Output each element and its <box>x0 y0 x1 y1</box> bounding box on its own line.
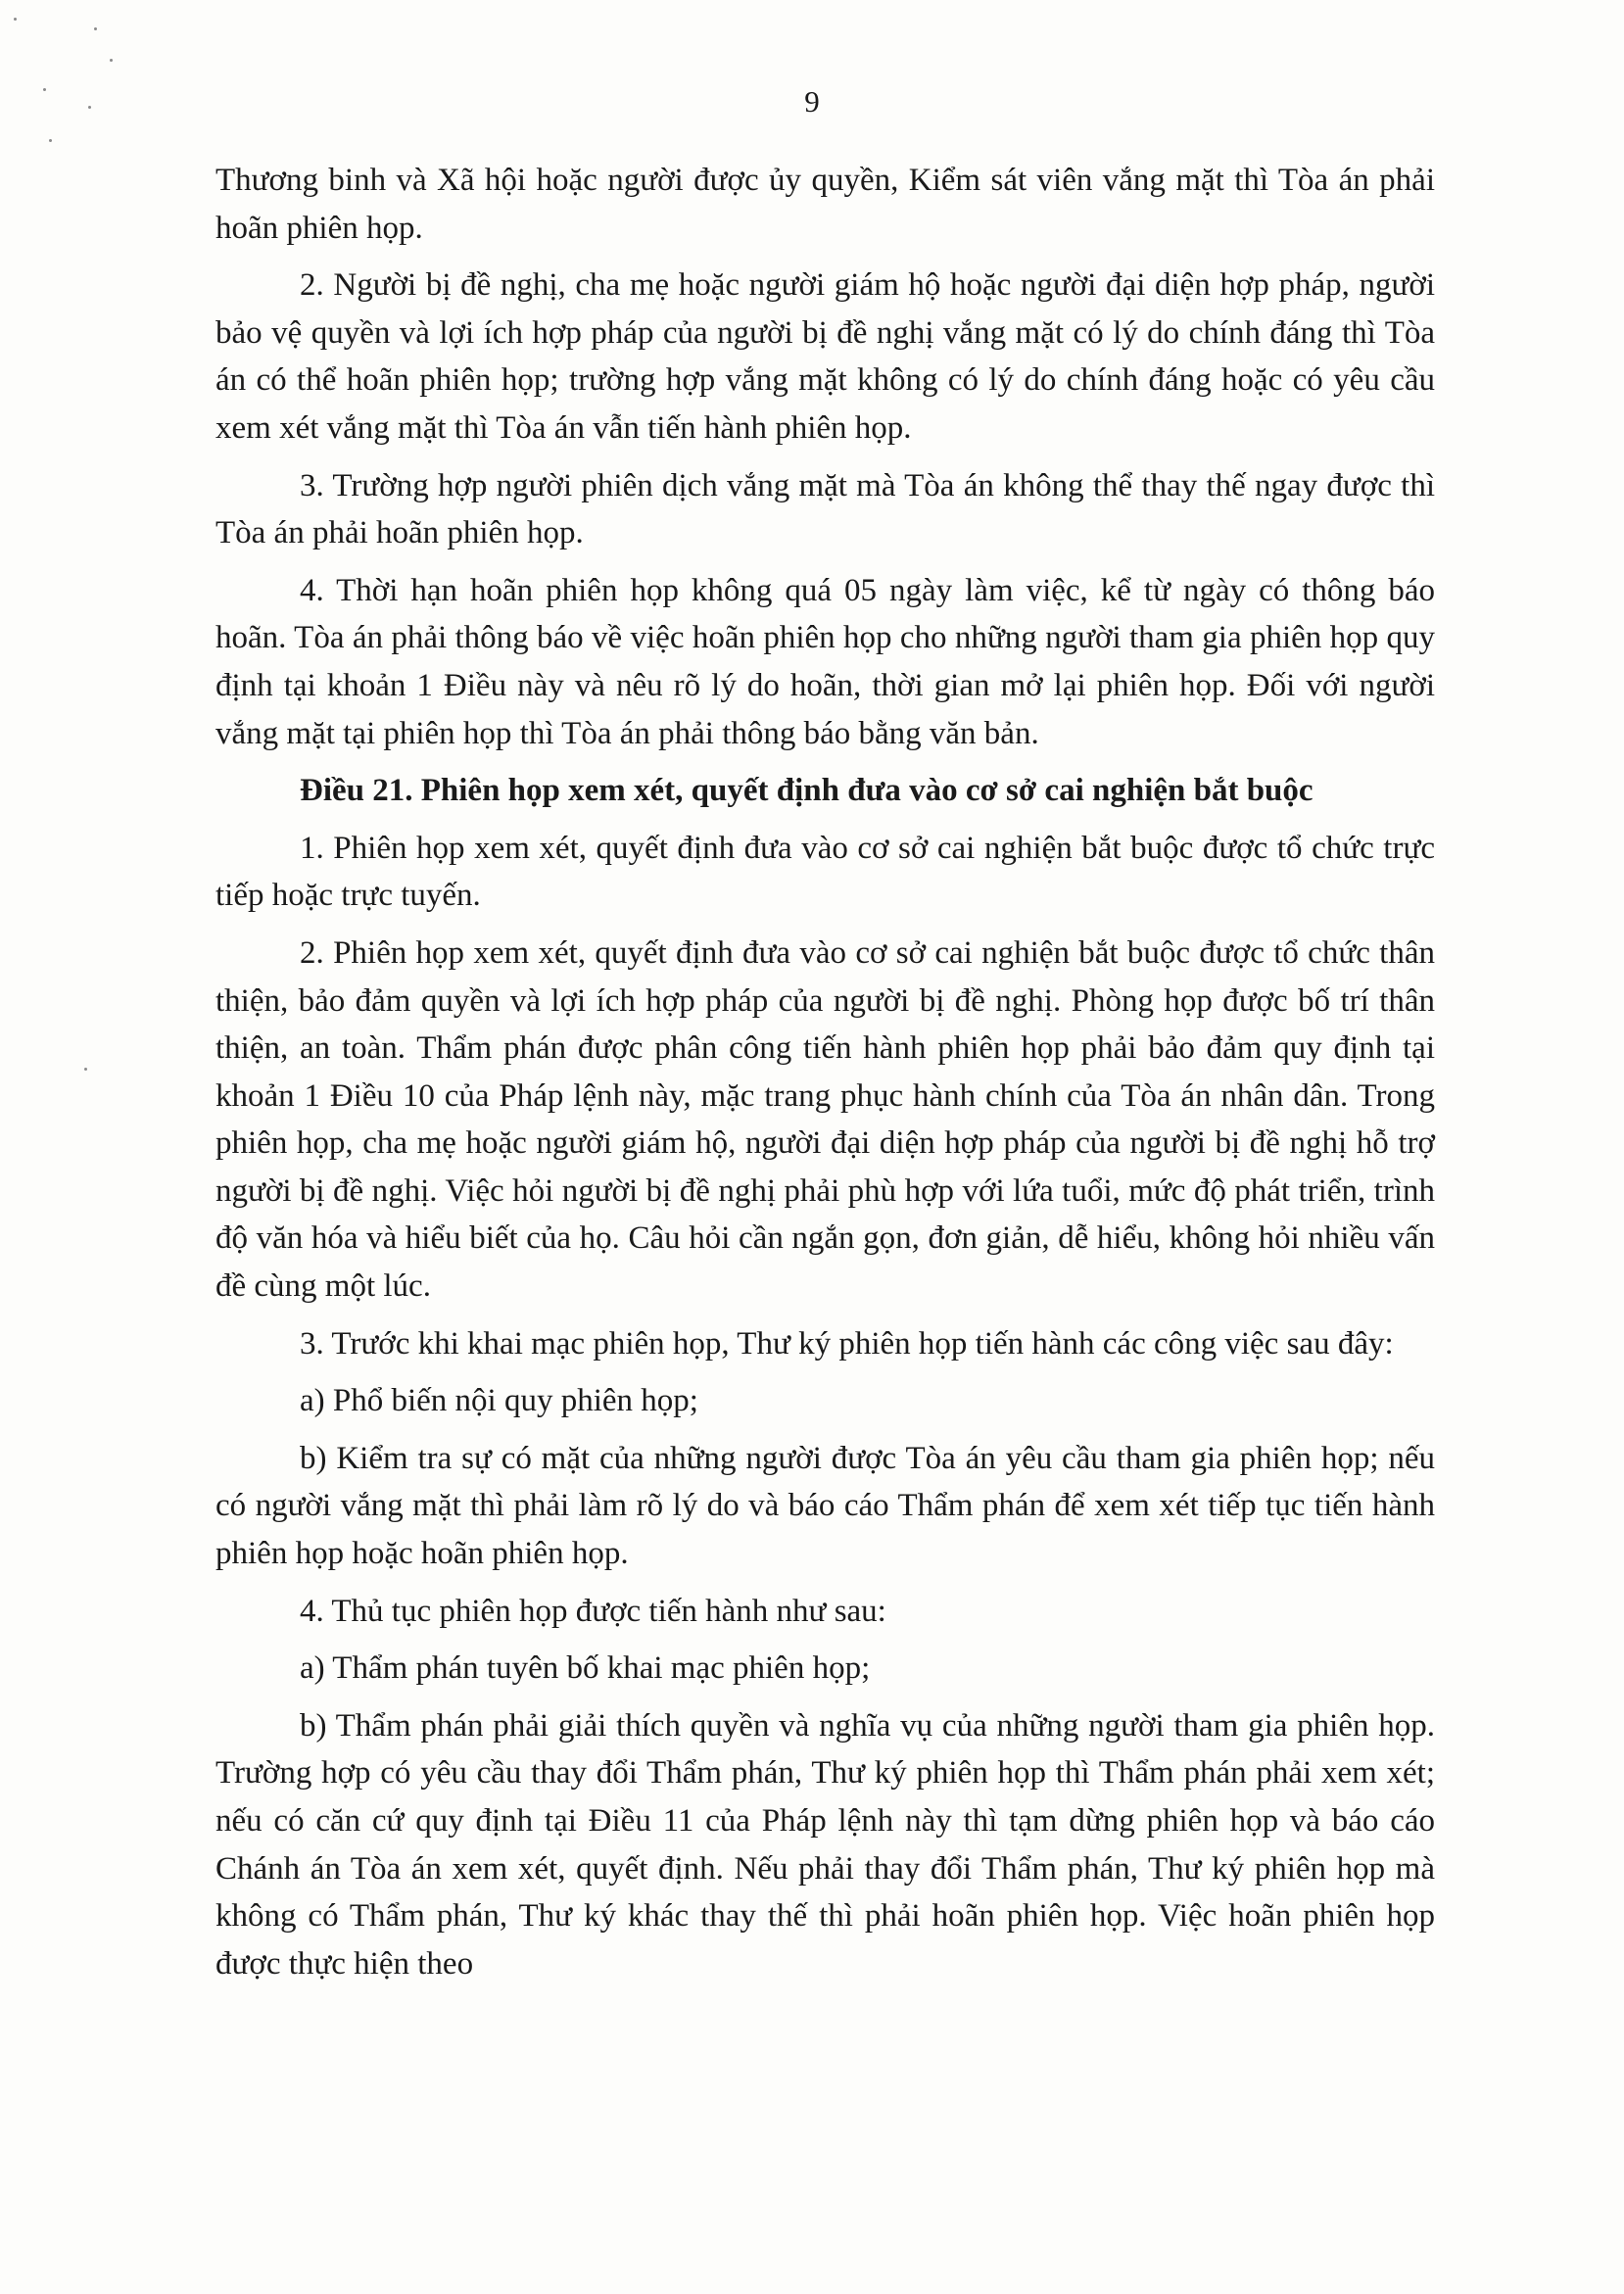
paragraph: 3. Trường hợp người phiên dịch vắng mặt mà Tòa án không thể thay thế ngay được thì Tòa án phải hoãn phiên họp. <box>215 467 1435 551</box>
paragraph: 4. Thủ tục phiên họp được tiến hành như sau: <box>300 1593 886 1629</box>
paragraph: 4. Thời hạn hoãn phiên họp không quá 05 ngày làm việc, kể từ ngày có thông báo hoãn. Tòa án phải thông báo về việc hoãn phiên họp cho những người tham gia phiên họp quy định tại khoản 1 Điều này và nêu rõ lý do hoãn, thời gian mở lại phiên họp. Đối với người vắng mặt tại phiên họp thì Tòa án phải thông báo bằng văn bản. <box>215 572 1435 751</box>
scan-speck <box>84 1068 87 1071</box>
scan-speck <box>110 59 113 62</box>
paragraph: 2. Người bị đề nghị, cha mẹ hoặc người giám hộ hoặc người đại diện hợp pháp, người bảo vệ quyền và lợi ích hợp pháp của người bị đề nghị vắng mặt có lý do chính đáng thì Tòa án có thể hoãn phiên họp; trường hợp vắng mặt không có lý do chính đáng hoặc có yêu cầu xem xét vắng mặt thì Tòa án vẫn tiến hành phiên họp. <box>215 267 1435 446</box>
page-number: 9 <box>804 84 820 119</box>
paragraph: b) Thẩm phán phải giải thích quyền và nghĩa vụ của những người tham gia phiên họp. Trường hợp có yêu cầu thay đổi Thẩm phán, Thư ký phiên họp thì Thẩm phán phải xem xét; nếu có căn cứ quy định tại Điều 11 của Pháp lệnh này thì tạm dừng phiên họp và báo cáo Chánh án Tòa án xem xét, quyết định. Nếu phải thay đổi Thẩm phán, Thư ký phiên họp mà không có Thẩm phán, Thư ký khác thay thế thì phải hoãn phiên họp. Việc hoãn phiên họp được thực hiện theo <box>215 1707 1435 1982</box>
paragraph: b) Kiểm tra sự có mặt của những người được Tòa án yêu cầu tham gia phiên họp; nếu có người vắng mặt thì phải làm rõ lý do và báo cáo Thẩm phán để xem xét tiếp tục tiến hành phiên họp hoặc hoãn phiên họp. <box>215 1440 1435 1572</box>
paragraph: a) Phổ biến nội quy phiên họp; <box>300 1383 698 1419</box>
document-body <box>215 157 1435 1997</box>
paragraph: Thương binh và Xã hội hoặc người được ủy quyền, Kiểm sát viên vắng mặt thì Tòa án phải hoãn phiên họp. <box>215 163 1435 246</box>
paragraph: a) Thẩm phán tuyên bố khai mạc phiên họp; <box>300 1650 871 1687</box>
paragraph: 1. Phiên họp xem xét, quyết định đưa vào cơ sở cai nghiện bắt buộc được tổ chức trực tiếp hoặc trực tuyến. <box>215 830 1435 914</box>
scan-speck <box>14 18 17 21</box>
article-heading: Điều 21. Phiên họp xem xét, quyết định đưa vào cơ sở cai nghiện bắt buộc <box>300 773 1314 809</box>
paragraph: 2. Phiên họp xem xét, quyết định đưa vào cơ sở cai nghiện bắt buộc được tổ chức thân thiện, bảo đảm quyền và lợi ích hợp pháp của người bị đề nghị. Phòng họp được bố trí thân thiện, an toàn. Thẩm phán được phân công tiến hành phiên họp phải bảo đảm quy định tại khoản 1 Điều 10 của Pháp lệnh này, mặc trang phục hành chính của Tòa án nhân dân. Trong phiên họp, cha mẹ hoặc người giám hộ, người đại diện hợp pháp của người bị đề nghị hỗ trợ người bị đề nghị. Việc hỏi người bị đề nghị phải phù hợp với lứa tuổi, mức độ phát triển, trình độ văn hóa và hiểu biết của họ. Câu hỏi cần ngắn gọn, đơn giản, dễ hiểu, không hỏi nhiều vấn đề cùng một lúc. <box>215 934 1435 1305</box>
scan-speck <box>94 27 97 30</box>
scan-speck <box>49 139 52 142</box>
paragraph: 3. Trước khi khai mạc phiên họp, Thư ký phiên họp tiến hành các công việc sau đây: <box>300 1325 1394 1362</box>
